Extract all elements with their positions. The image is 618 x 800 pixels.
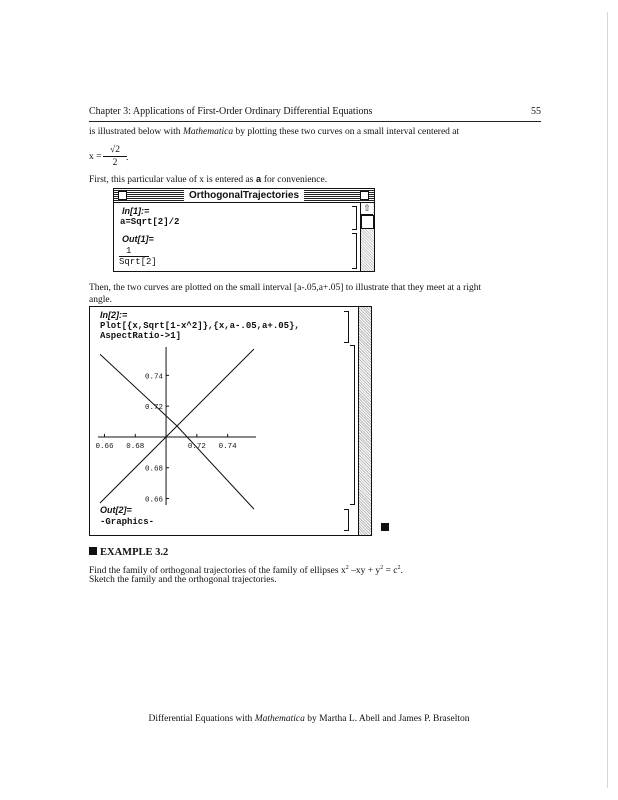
chapter-title: Chapter 3: Applications of First-Order Ordinary Differential Equations bbox=[89, 106, 373, 117]
scroll-up-arrow-icon[interactable]: ⇧ bbox=[361, 203, 373, 215]
cell-bracket[interactable] bbox=[350, 345, 355, 505]
example-line-2: Sketch the family and the orthogonal trajectories. bbox=[89, 575, 277, 585]
zoom-box-icon[interactable] bbox=[360, 191, 369, 200]
intro-line-1 bbox=[89, 126, 459, 138]
fraction-bar bbox=[103, 156, 127, 157]
intro-line-3 bbox=[89, 174, 327, 186]
y-tick-label: 0.74 bbox=[145, 373, 164, 382]
mathematica-name: Mathematica bbox=[182, 127, 234, 137]
cell-bracket[interactable] bbox=[352, 206, 357, 230]
plot-cell-window bbox=[89, 306, 372, 536]
plot-graphic bbox=[95, 347, 256, 505]
page-footer bbox=[0, 714, 618, 724]
scroll-thumb[interactable] bbox=[361, 215, 374, 229]
close-box-icon[interactable] bbox=[118, 191, 127, 200]
cell-bracket[interactable] bbox=[344, 311, 349, 343]
header-rule bbox=[89, 121, 541, 122]
intro-text: by plotting these two curves on a small interval centered at bbox=[233, 127, 460, 137]
intro-text: for convenience. bbox=[261, 175, 328, 185]
plot-code-line-1[interactable]: Plot[{x,Sqrt[1-x^2]},{x,a-.05,a+.05}, bbox=[100, 321, 300, 331]
superscript: 2 bbox=[380, 565, 384, 571]
example-text: = c bbox=[383, 566, 398, 577]
x-tick-label: 0.68 bbox=[126, 442, 145, 451]
fraction-period: . bbox=[126, 153, 129, 163]
cell-bracket[interactable] bbox=[352, 233, 357, 269]
output-denominator: Sqrt[2] bbox=[119, 257, 157, 267]
running-header bbox=[89, 106, 541, 117]
notebook-window bbox=[113, 188, 375, 272]
in-label: In[1]:= bbox=[122, 206, 150, 216]
page-number: 55 bbox=[531, 106, 541, 117]
y-tick-label: 0.68 bbox=[145, 465, 164, 474]
intro-text: is illustrated below with bbox=[89, 127, 183, 137]
footer-text: by Martha L. Abell and James P. Braselton bbox=[304, 714, 470, 724]
graphics-output: -Graphics- bbox=[100, 517, 155, 527]
page-edge-line bbox=[607, 12, 608, 788]
vertical-scrollbar[interactable] bbox=[360, 203, 374, 271]
superscript: 2 bbox=[397, 565, 401, 571]
bullet-square-icon bbox=[89, 547, 97, 555]
window-title: OrthogonalTrajectories bbox=[184, 189, 304, 202]
input-code[interactable]: a=Sqrt[2]/2 bbox=[120, 217, 180, 227]
middle-line-2: angle. bbox=[89, 295, 112, 305]
footer-text: Differential Equations with bbox=[148, 714, 255, 724]
x-tick-label: 0.66 bbox=[95, 442, 114, 451]
x-tick-label: 0.72 bbox=[187, 442, 206, 451]
inline-code: a bbox=[255, 174, 262, 185]
example-heading bbox=[89, 547, 168, 558]
y-tick-label: 0.72 bbox=[145, 404, 164, 413]
output-numerator: 1 bbox=[126, 246, 132, 256]
end-of-proof-square bbox=[381, 523, 389, 531]
superscript: 2 bbox=[345, 565, 349, 571]
plot-code-line-2[interactable]: AspectRatio->1] bbox=[100, 331, 182, 341]
mathematica-name: Mathematica bbox=[254, 714, 305, 724]
sqrt2-over-2-fraction bbox=[103, 145, 127, 168]
example-text: . bbox=[400, 566, 403, 577]
example-text: –xy + y bbox=[348, 566, 381, 577]
series-line-sqrt-1-x-2- bbox=[100, 354, 254, 509]
series-lines bbox=[100, 349, 254, 509]
middle-line-1: Then, the two curves are plotted on the small interval [a-.05,a+.05] to illustrate that they meet at a right bbox=[89, 283, 482, 293]
title-bar[interactable] bbox=[114, 189, 374, 203]
y-tick-label: 0.66 bbox=[145, 496, 164, 505]
example-title: EXAMPLE 3.2 bbox=[100, 547, 169, 558]
x-equals: x = bbox=[89, 152, 102, 162]
intro-text: First, this particular value of x is entered as bbox=[89, 175, 256, 185]
vertical-scrollbar[interactable] bbox=[358, 307, 371, 535]
fraction-denominator: 2 bbox=[112, 158, 118, 168]
out-label: Out[2]= bbox=[100, 505, 132, 515]
cell-bracket[interactable] bbox=[344, 509, 349, 531]
out-label: Out[1]= bbox=[122, 234, 154, 244]
fraction-numerator: √2 bbox=[110, 145, 120, 155]
in-label: In[2]:= bbox=[100, 310, 128, 320]
x-tick-label: 0.74 bbox=[218, 442, 237, 451]
example-text: Find the family of orthogonal trajectories of the family of ellipses x bbox=[89, 566, 346, 577]
